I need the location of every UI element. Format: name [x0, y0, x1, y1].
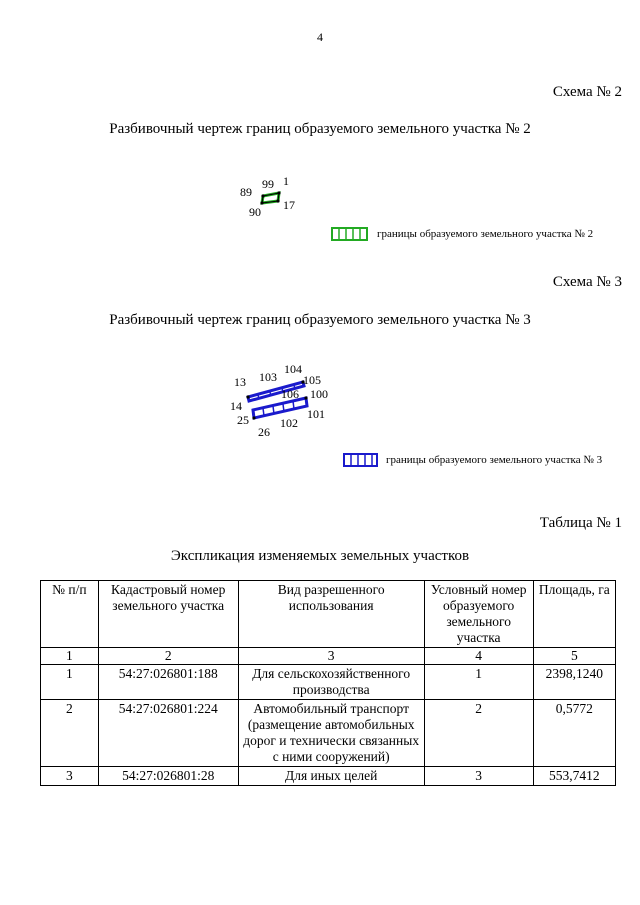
column-number-row: [41, 648, 616, 665]
table-cell: 553,7412: [533, 767, 615, 786]
header-cell: Кадастровый номер земельного участка: [98, 581, 238, 648]
scheme-2-title: Разбивочный чертеж границ образуемого земельного участка № 2: [109, 121, 531, 137]
header-cell: Условный номер образуемого земельного участка: [424, 581, 533, 648]
parcel-2-boundary: [260, 191, 280, 204]
table-row: [41, 767, 616, 786]
table-cell: 54:27:026801:224: [98, 700, 238, 767]
scheme-2-label: Схема № 2: [552, 84, 622, 100]
table-cell: 1: [41, 648, 99, 665]
scheme-3-label: Схема № 3: [552, 274, 622, 290]
point-label: 90: [249, 205, 261, 219]
table-row: [41, 665, 616, 700]
header-cell: Площадь, га: [533, 581, 615, 648]
point-label: 99: [262, 177, 274, 191]
table-cell: 54:27:026801:188: [98, 665, 238, 700]
table-cell: 2: [424, 700, 533, 767]
legend-3-text: границы образуемого земельного участка № 3: [386, 454, 603, 466]
table-cell: 3: [424, 767, 533, 786]
table-cell: 1: [41, 665, 99, 700]
point-label: 106: [281, 387, 299, 401]
point-label: 14: [230, 399, 242, 413]
table-cell: 54:27:026801:28: [98, 767, 238, 786]
legend-2-swatch: [332, 228, 367, 240]
point-label: 105: [303, 373, 321, 387]
table-title: Экспликация изменяемых земельных участков: [170, 548, 470, 564]
table-cell: Для иных целей: [238, 767, 424, 786]
point-label: 17: [283, 198, 295, 212]
table-cell: Автомобильный транспорт (размещение автомобильных дорог и технически связанных с ними сооружений): [238, 700, 424, 767]
point-label: 100: [310, 387, 328, 401]
point-label: 103: [259, 370, 277, 384]
legend-3-swatch: [344, 454, 377, 466]
point-label: 13: [234, 375, 246, 389]
table-cell: 2: [98, 648, 238, 665]
explication-table: [40, 580, 616, 786]
header-cell: Вид разрешенного использования: [238, 581, 424, 648]
table-cell: 2: [41, 700, 99, 767]
point-label: 1: [283, 174, 289, 188]
point-label: 104: [284, 362, 302, 376]
legend-2-text: границы образуемого земельного участка № 2: [377, 228, 594, 240]
table-cell: 1: [424, 665, 533, 700]
table-label: Таблица № 1: [539, 515, 622, 531]
scheme-3-title: Разбивочный чертеж границ образуемого земельного участка № 3: [109, 312, 531, 328]
point-label: 26: [258, 425, 270, 439]
table-row: [41, 700, 616, 767]
table-cell: 2398,1240: [533, 665, 615, 700]
table-cell: 0,5772: [533, 700, 615, 767]
table-cell: Для сельскохозяйственного производства: [238, 665, 424, 700]
point-label: 101: [307, 407, 325, 421]
table-cell: 5: [533, 648, 615, 665]
table-cell: 3: [41, 767, 99, 786]
point-label: 89: [240, 185, 252, 199]
header-cell: № п/п: [41, 581, 99, 648]
table-header-row: [41, 581, 616, 648]
point-label: 25: [237, 413, 249, 427]
point-label: 102: [280, 416, 298, 430]
table-cell: 4: [424, 648, 533, 665]
table-cell: 3: [238, 648, 424, 665]
page-number: 4: [317, 30, 323, 44]
